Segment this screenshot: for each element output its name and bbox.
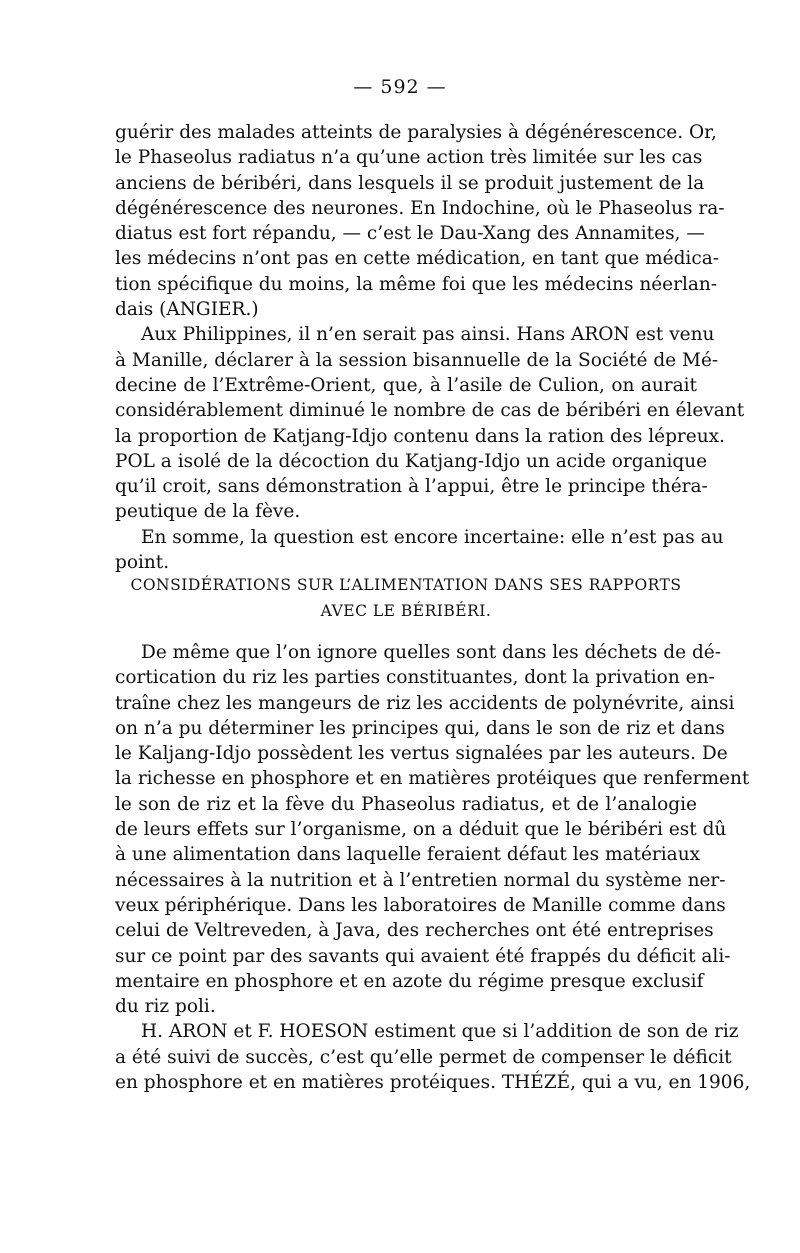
text-line: diatus est fort répandu, — c’est le Dau-Xang des Annamites, — (115, 223, 705, 245)
text-line: veux périphérique. Dans les laboratoires de Manille comme dans (115, 894, 726, 916)
text-line: le son de riz et la fève du Phaseolus radiatus, et de l’analogie (115, 793, 697, 815)
heading-line: AVEC LE BÉRIBÉRI. (320, 602, 492, 620)
text-line: dais (ANGIER.) (115, 299, 259, 321)
text-line: les médecins n’ont pas en cette médication, en tant que médica- (115, 248, 719, 270)
text-line: qu’il croit, sans démonstration à l’appui, être le principe théra- (115, 476, 708, 498)
text-line: du riz poli. (115, 996, 216, 1018)
text-line: De même que l’on ignore quelles sont dans les déchets de dé- (141, 642, 721, 663)
text-line: celui de Veltreveden, à Java, des recherches ont été entreprises (115, 920, 714, 942)
section-one-text (115, 120, 745, 575)
text-line: peutique de la fève. (115, 501, 301, 523)
text-line: H. ARON et F. HOESON estiment que si l’addition de son de riz (141, 1021, 739, 1043)
text-line: la proportion de Katjang-Idjo contenu dans la ration des lépreux. (115, 425, 725, 447)
text-line: decine de l’Extrême-Orient, que, à l’asile de Culion, on aurait (115, 374, 697, 396)
text-line: Aux Philippines, il n’en serait pas ainsi. Hans ARON est venu (141, 324, 715, 346)
text-line: guérir des malades atteints de paralysies à dégénérescence. Or, (115, 122, 717, 143)
text-line: en phosphore et en matières protéiques. THÉZÉ, qui a vu, en 1906, (115, 1072, 751, 1094)
heading-line: CONSIDÉRATIONS SUR L’ALIMENTATION DANS SES RAPPORTS (130, 576, 682, 594)
section-heading (115, 572, 697, 624)
section-two-text (115, 640, 751, 1095)
text-line: cortication du riz les parties constituantes, dont la privation en- (115, 667, 715, 689)
text-line: nécessaires à la nutrition et à l’entretien normal du système ner- (115, 869, 726, 891)
text-line: sur ce point par des savants qui avaient été frappés du déficit ali- (115, 945, 731, 967)
text-line: tion spécifique du moins, la même foi que les médecins néerlan- (115, 273, 718, 295)
text-line: En somme, la question est encore incertaine: elle n’est pas au (141, 526, 724, 548)
text-line: la richesse en phosphore et en matières protéiques que renferment (115, 768, 750, 790)
text-line: à Manille, déclarer à la session bisannuelle de la Société de Mé- (115, 349, 719, 371)
text-line: on n’a pu déterminer les principes qui, dans le son de riz et dans (115, 717, 725, 739)
text-line: point. (115, 552, 170, 574)
text-line: considérablement diminué le nombre de cas de béribéri en élevant (115, 400, 745, 422)
text-line: de leurs effets sur l’organisme, on a déduit que le béribéri est dû (115, 819, 727, 841)
text-line: à une alimentation dans laquelle feraient défaut les matériaux (115, 844, 701, 866)
text-line: anciens de béribéri, dans lesquels il se produit justement de la (115, 172, 705, 194)
page-number: — 592 — (353, 76, 447, 98)
text-line: le Phaseolus radiatus n’a qu’une action très limitée sur les cas (115, 147, 703, 169)
text-line: traîne chez les mangeurs de riz les accidents de polynévrite, ainsi (115, 692, 735, 714)
text-line: a été suivi de succès, c’est qu’elle permet de compenser le déficit (115, 1046, 732, 1068)
text-line: mentaire en phosphore et en azote du régime presque exclusif (115, 970, 704, 992)
text-line: POL a isolé de la décoction du Katjang-Idjo un acide organique (115, 450, 708, 472)
text-line: dégénérescence des neurones. En Indochine, où le Phaseolus ra- (115, 197, 725, 219)
text-line: le Kaljang-Idjo possèdent les vertus signalées par les auteurs. De (115, 743, 728, 765)
